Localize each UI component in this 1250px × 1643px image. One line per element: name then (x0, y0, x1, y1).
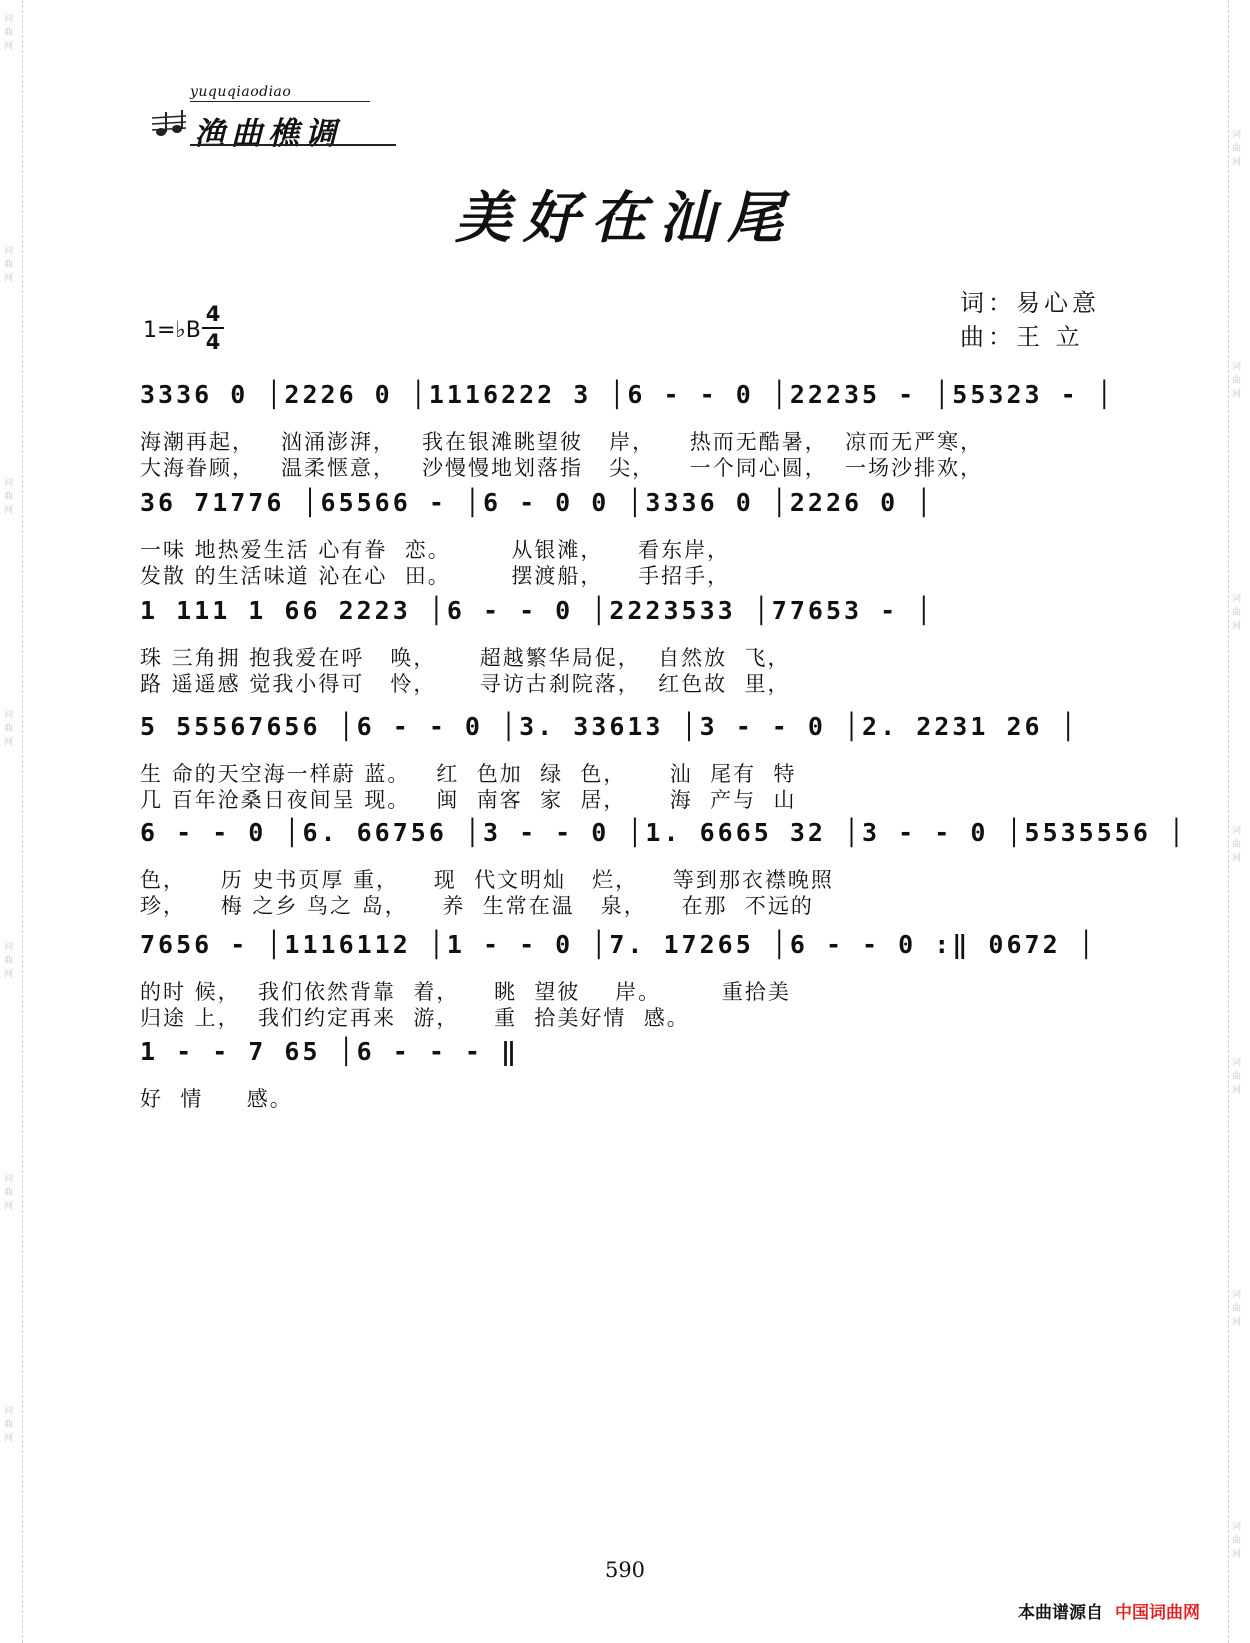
lyric-verse-2: 珍， 梅 之乡 鸟之 岛， 养 生常在温 泉， 在那 不远的 (140, 894, 814, 918)
watermark: 词 曲 网 (4, 1174, 14, 1212)
composer: 曲：王 立 (960, 323, 1084, 351)
notation: 5 55567656 │6 ‐ ‐ 0 │3. 33613 │3 ‐ ‐ 0 │2. 2231 26 │ (140, 712, 1079, 741)
watermark: 词 曲 网 (1232, 826, 1242, 864)
lyric-verse-1: 的时 候， 我们依然背靠 着， 眺 望彼 岸。 重拾美 (140, 980, 791, 1004)
lyric-verse-2: 几 百年沧桑日夜间呈 现。 闽 南客 家 居， 海 产与 山 (140, 788, 797, 812)
lyric-verse-2: 发散 的生活味道 沁在心 田。 摆渡船， 手招手， (140, 564, 731, 588)
watermark: 词 曲 网 (1232, 1058, 1242, 1096)
source-prefix: 本曲谱源自 (1018, 1603, 1103, 1623)
notation: 36 71776 │65566 ‐ │6 ‐ 0 0 │3336 0 │2226 0 │ (140, 488, 935, 517)
logo-rule (190, 101, 370, 102)
lyricist: 词：易心意 (960, 289, 1100, 317)
logo-underline (190, 144, 396, 146)
watermark: 词 曲 网 (4, 14, 14, 52)
key-signature: 1=♭B (143, 318, 201, 343)
lyric-verse-2: 路 遥遥感 觉我小得可 怜， 寻访古刹院落， 红色故 里， (140, 672, 791, 696)
credits (960, 286, 1100, 354)
source-credit (1018, 1598, 1200, 1623)
watermark: 词 曲 网 (4, 942, 14, 980)
source-site-link[interactable]: 中国词曲网 (1115, 1603, 1200, 1623)
lyric-verse-1: 一味 地热爱生活 心有眷 恋。 从银滩， 看东岸， (140, 538, 731, 562)
watermark: 词 曲 网 (1232, 130, 1242, 168)
page-number: 590 (604, 1558, 646, 1582)
meter-bottom: 4 (205, 330, 221, 354)
notation: 6 ‐ ‐ 0 │6. 66756 │3 ‐ ‐ 0 │1. 6665 32 │3 ‐ ‐ 0 │5535556 │ (140, 818, 1187, 847)
lyric-verse-1: 好 情 感。 (140, 1087, 293, 1111)
notation: 1 111 1 66 2223 │6 ‐ ‐ 0 │2223533 │77653 ‐ │ (140, 596, 935, 625)
series-logo (150, 84, 380, 150)
watermark: 词 曲 网 (4, 246, 14, 284)
time-signature (202, 303, 224, 353)
music-staff-icon (150, 108, 188, 142)
watermark: 词 曲 网 (4, 710, 14, 748)
watermark: 词 曲 网 (1232, 1290, 1242, 1328)
notation: 1 ‐ ‐ 7 65 │6 ‐ ‐ ‐ ‖ (140, 1037, 520, 1066)
notation: 3336 0 │2226 0 │1116222 3 │6 ‐ ‐ 0 │22235 ‐ │55323 ‐ │ (140, 380, 1115, 409)
notation: 7656 ‐ │1116112 │1 ‐ ‐ 0 │7. 17265 │6 ‐ ‐ 0 :‖ 0672 │ (140, 930, 1097, 959)
meter-top: 4 (205, 302, 221, 326)
lyric-verse-1: 色， 历 史书页厚 重， 现 代文明灿 烂， 等到那衣襟晚照 (140, 868, 834, 892)
lyric-verse-1: 生 命的天空海一样蔚 蓝。 红 色加 绿 色， 汕 尾有 特 (140, 762, 797, 786)
lyric-verse-1: 珠 三角拥 抱我爱在呼 唤， 超越繁华局促， 自然放 飞， (140, 646, 791, 670)
watermark: 词 曲 网 (4, 478, 14, 516)
logo-text: 渔曲樵调 (194, 116, 342, 152)
watermark: 词 曲 网 (1232, 1522, 1242, 1560)
watermark: 词 曲 网 (1232, 362, 1242, 400)
lyric-verse-2: 归途 上， 我们约定再来 游， 重 拾美好情 感。 (140, 1006, 690, 1030)
song-title: 美好在汕尾 (455, 185, 795, 251)
meter-bar (202, 327, 224, 329)
lyric-verse-1: 海潮再起， 汹涌澎湃， 我在银滩眺望彼 岸， 热而无酷暑， 凉而无严寒， (140, 430, 984, 454)
logo-pinyin: yuquqiaodiao (190, 84, 292, 100)
lyric-verse-2: 大海眷顾， 温柔惬意， 沙慢慢地划落指 尖， 一个同心圆， 一场沙排欢， (140, 456, 984, 480)
watermark: 词 曲 网 (4, 1406, 14, 1444)
watermark: 词 曲 网 (1232, 594, 1242, 632)
